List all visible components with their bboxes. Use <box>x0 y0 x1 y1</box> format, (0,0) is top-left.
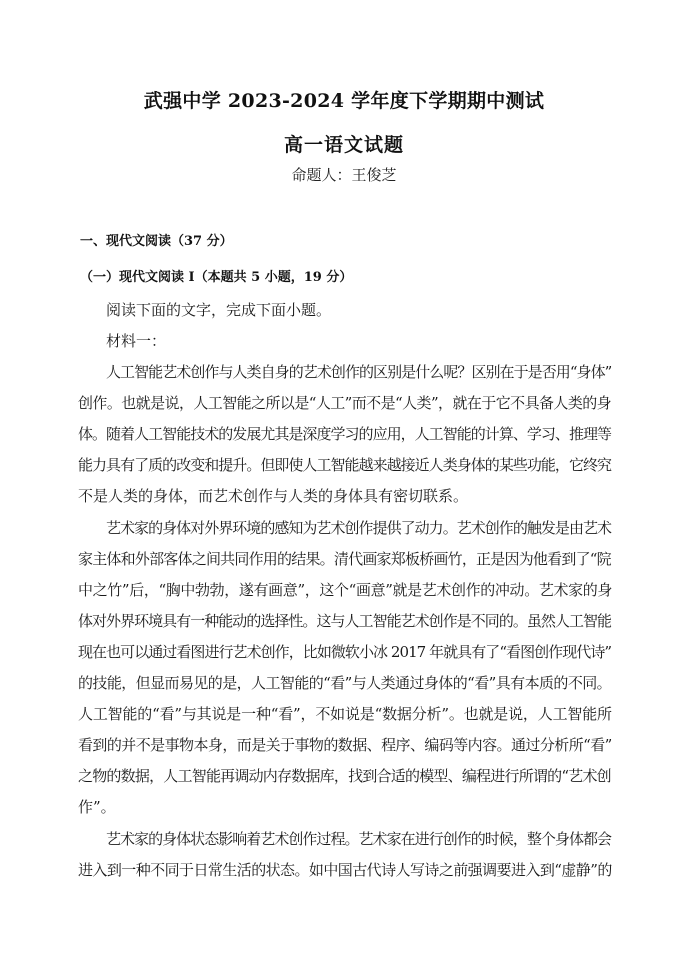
body-line: 不是人类的身体，而艺术创作与人类的身体具有密切联系。 <box>78 487 469 505</box>
body-line: 艺术家的身体状态影响着艺术创作过程。艺术家在进行创作的时候，整个身体都会 <box>106 830 612 848</box>
body-line: 看到的并不是事物本身，而是关于事物的数据、程序、编码等内容。通过分析所“看” <box>78 736 612 754</box>
material-label: 材料一： <box>106 332 167 350</box>
body-line: 能力具有了质的改变和提升。但即使人工智能越来越接近人类身体的某些功能，它终究 <box>78 456 612 474</box>
body-line: 中之竹”后，“胸中勃勃，遂有画意”，这个“画意”就是艺术创作的冲动。艺术家的身 <box>78 581 612 599</box>
body-line: 作”。 <box>78 798 116 816</box>
exam-subtitle: 高一语文试题 <box>283 134 404 156</box>
instruction-line: 阅读下面的文字，完成下面小题。 <box>106 301 332 319</box>
body-line: 艺术家的身体对外界环境的感知为艺术创作提供了动力。艺术创作的触发是由艺术 <box>106 519 612 537</box>
body-line: 家主体和外部客体之间共同作用的结果。清代画家郑板桥画竹，正是因为他看到了“院 <box>78 550 611 568</box>
body-line: 体。随着人工智能技术的发展尤其是深度学习的应用，人工智能的计算、学习、推理等 <box>78 425 612 443</box>
body-line: 创作。也就是说，人工智能之所以是“人工”而不是“人类”，就在于它不具备人类的身 <box>78 394 612 412</box>
author-line: 命题人：王俊芝 <box>291 166 397 184</box>
exam-title: 武强中学 2023-2024 学年度下学期期中测试 <box>143 90 545 112</box>
body-line: 人工智能艺术创作与人类自身的艺术创作的区别是什么呢？区别在于是否用“身体” <box>106 363 612 381</box>
body-line: 进入到一种不同于日常生活的状态。如中国古代诗人写诗之前强调要进入到“虚静”的 <box>78 861 612 879</box>
body-line: 的技能，但显而易见的是，人工智能的“看”与人类通过身体的“看”具有本质的不同。 <box>78 674 612 692</box>
body-line: 人工智能的“看”与其说是一种“看”，不如说是“数据分析”。也就是说，人工智能所 <box>78 705 612 723</box>
section-heading: 一、现代文阅读（37 分） <box>80 234 233 249</box>
subsection-heading: （一）现代文阅读 I（本题共 5 小题，19 分） <box>80 270 353 285</box>
body-line: 之物的数据，人工智能再调动内存数据库，找到合适的模型、编程进行所谓的“艺术创 <box>78 767 611 785</box>
body-line: 体对外界环境具有一种能动的选择性。这与人工智能艺术创作是不同的。虽然人工智能 <box>78 612 612 630</box>
body-line: 现在也可以通过看图进行艺术创作，比如微软小冰 2017 年就具有了“看图创作现代诗” <box>78 643 612 661</box>
